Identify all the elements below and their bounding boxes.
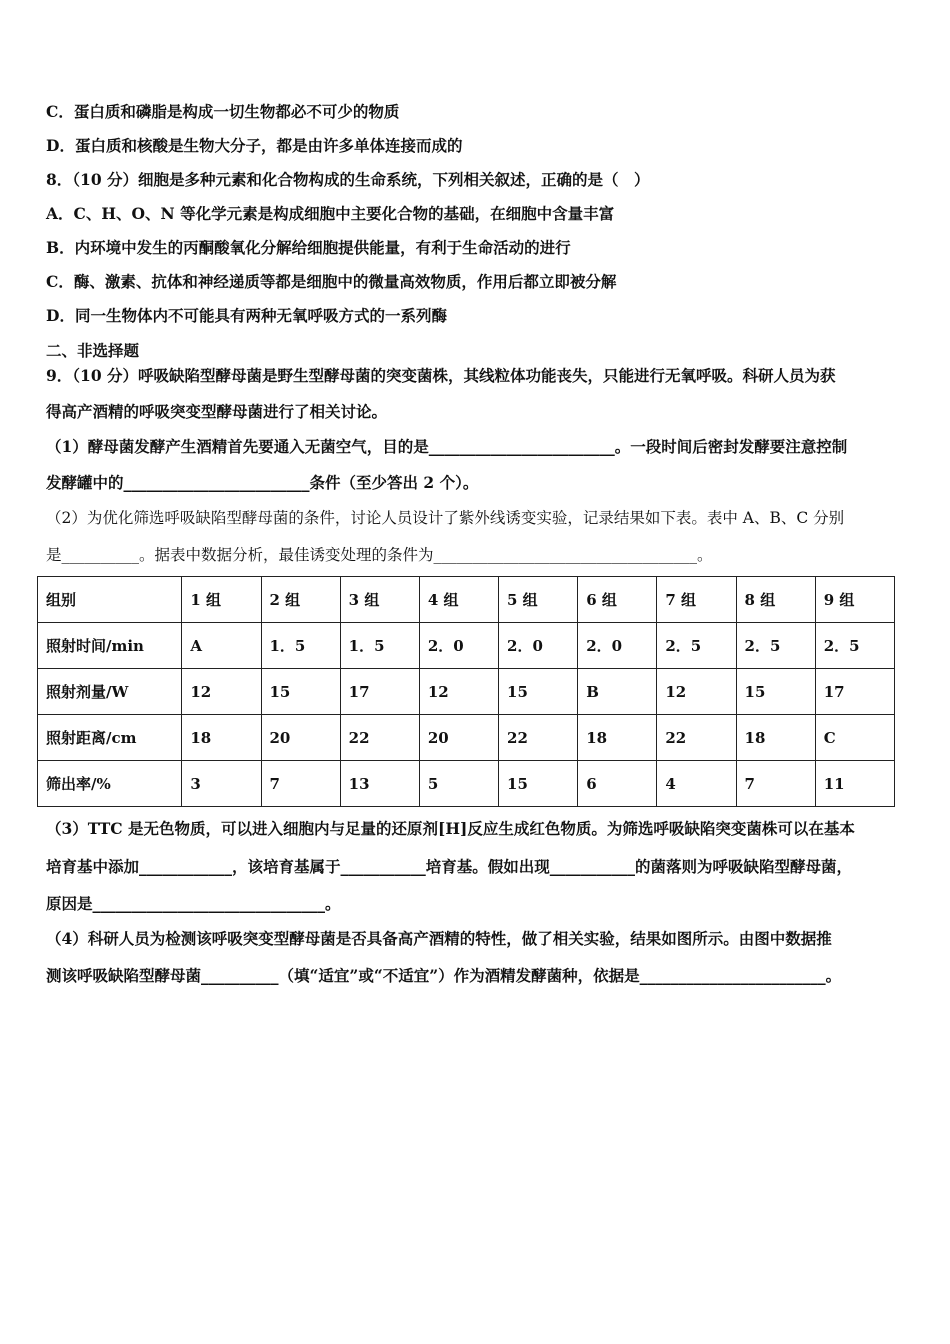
table-cell: A — [182, 623, 261, 669]
table-cell: 1．5 — [340, 623, 419, 669]
question-9-part-4-line-1: （4）科研人员为检测该呼吸突变型酵母菌是否具备高产酒精的特性，做了相关实验，结果如图所示。由图中数据推 — [46, 929, 832, 948]
table-row — [38, 623, 895, 669]
table-cell: 20 — [419, 715, 498, 761]
table-cell: 15 — [261, 669, 340, 715]
table-cell: 3 — [182, 761, 261, 807]
question-8-option-c: C．酶、激素、抗体和神经递质等都是细胞中的微量高效物质，作用后都立即被分解 — [46, 272, 617, 291]
table-cell: 20 — [261, 715, 340, 761]
table-row — [38, 761, 895, 807]
question-9-part-2-line-1: （2）为优化筛选呼吸缺陷型酵母菌的条件，讨论人员设计了紫外线诱变实验，记录结果如下表。表中 A、B、C 分别 — [46, 509, 845, 527]
table-cell: 12 — [419, 669, 498, 715]
table-cell: 15 — [499, 761, 578, 807]
question-9-stem-line-2: 得高产酒精的呼吸突变型酵母菌进行了相关讨论。 — [46, 402, 388, 421]
table-cell: 1．5 — [261, 623, 340, 669]
table-row — [38, 669, 895, 715]
table-cell: 2．0 — [419, 623, 498, 669]
table-cell: 12 — [182, 669, 261, 715]
table-header-cell: 1 组 — [182, 577, 261, 623]
table-cell: 2．5 — [657, 623, 736, 669]
table-header-cell: 7 组 — [657, 577, 736, 623]
table-cell: 13 — [340, 761, 419, 807]
question-9-part-1-line-2: 发酵罐中的________________________条件（至少答出 2 个）。 — [46, 473, 479, 492]
table-header-row — [38, 577, 895, 623]
table-cell: 18 — [736, 715, 815, 761]
table-cell: 2．0 — [578, 623, 657, 669]
question-9-part-4-line-2: 测该呼吸缺陷型酵母菌__________（填“适宜”或“不适宜”）作为酒精发酵菌种，依据是________________________。 — [46, 966, 842, 985]
table-cell: 7 — [261, 761, 340, 807]
table-cell: 12 — [657, 669, 736, 715]
question-8-stem: 8．（10 分）细胞是多种元素和化合物构成的生命系统，下列相关叙述，正确的是（ ） — [46, 170, 650, 189]
question-9-part-3-line-1: （3）TTC 是无色物质，可以进入细胞内与足量的还原剂[H]反应生成红色物质。为筛选呼吸缺陷突变菌株可以在基本 — [46, 819, 855, 838]
table-cell: 5 — [419, 761, 498, 807]
table-cell: 2．0 — [499, 623, 578, 669]
mutagenesis-table — [37, 576, 895, 807]
table-header-cell: 3 组 — [340, 577, 419, 623]
table-header-cell: 5 组 — [499, 577, 578, 623]
question-9-part-2-line-2: 是__________。据表中数据分析，最佳诱变处理的条件为__________________________________。 — [46, 546, 713, 564]
table-cell: 17 — [340, 669, 419, 715]
table-cell: 11 — [815, 761, 894, 807]
table-cell: 照射距离/cm — [38, 715, 182, 761]
line-option-d-protein: D．蛋白质和核酸是生物大分子，都是由许多单体连接而成的 — [46, 136, 463, 155]
question-8-option-b: B．内环境中发生的丙酮酸氧化分解给细胞提供能量，有利于生命活动的进行 — [46, 238, 571, 257]
table-cell: 6 — [578, 761, 657, 807]
table-cell: 2．5 — [736, 623, 815, 669]
table-cell: 17 — [815, 669, 894, 715]
table-cell: 18 — [578, 715, 657, 761]
section-heading: 二、非选择题 — [46, 341, 140, 360]
question-9-stem-line-1: 9．（10 分）呼吸缺陷型酵母菌是野生型酵母菌的突变菌株，其线粒体功能丧失，只能进行无氧呼吸。科研人员为获 — [46, 366, 836, 385]
table-header-cell: 2 组 — [261, 577, 340, 623]
table-cell: B — [578, 669, 657, 715]
table-cell: 18 — [182, 715, 261, 761]
table-cell: 22 — [340, 715, 419, 761]
table-header-cell: 组别 — [38, 577, 182, 623]
table-cell: 22 — [657, 715, 736, 761]
table-cell: 筛出率/% — [38, 761, 182, 807]
question-9-part-3-line-2: 培育基中添加____________，该培育基属于___________培育基。假如出现___________的菌落则为呼吸缺陷型酵母菌， — [46, 857, 853, 876]
question-9-part-1-line-1: （1）酵母菌发酵产生酒精首先要通入无菌空气，目的是________________________。一段时间后密封发酵要注意控制 — [46, 437, 848, 456]
table-header-cell: 6 组 — [578, 577, 657, 623]
question-8-option-a: A．C、H、O、N 等化学元素是构成细胞中主要化合物的基础，在细胞中含量丰富 — [46, 204, 615, 223]
table-cell: 2．5 — [815, 623, 894, 669]
table-cell: 照射时间/min — [38, 623, 182, 669]
table-cell: 15 — [499, 669, 578, 715]
table-cell: 22 — [499, 715, 578, 761]
table-header-cell: 9 组 — [815, 577, 894, 623]
table-cell: 7 — [736, 761, 815, 807]
table-cell: 照射剂量/W — [38, 669, 182, 715]
table-header-cell: 8 组 — [736, 577, 815, 623]
line-option-c-protein: C．蛋白质和磷脂是构成一切生物都必不可少的物质 — [46, 102, 400, 121]
table-row — [38, 715, 895, 761]
question-9-part-3-line-3: 原因是______________________________。 — [46, 894, 341, 913]
question-8-option-d: D．同一生物体内不可能具有两种无氧呼吸方式的一系列酶 — [46, 306, 447, 325]
table-header-cell: 4 组 — [419, 577, 498, 623]
table-cell: C — [815, 715, 894, 761]
table-cell: 15 — [736, 669, 815, 715]
table-cell: 4 — [657, 761, 736, 807]
